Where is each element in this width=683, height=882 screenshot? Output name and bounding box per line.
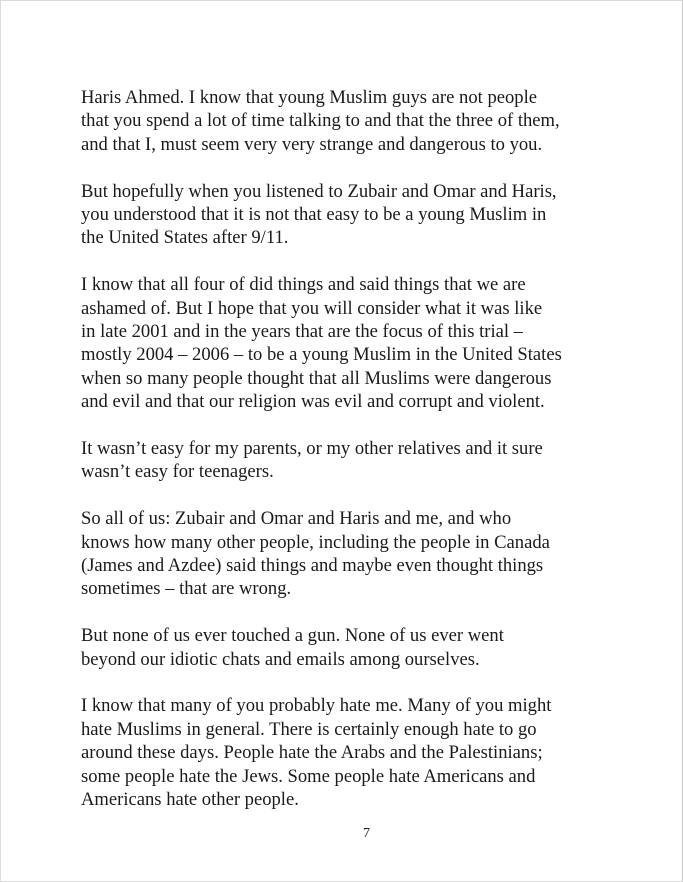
paragraph-7: [81, 694, 621, 811]
text-line: Haris Ahmed. I know that young Muslim guys are not people: [81, 87, 538, 108]
text-line: (James and Azdee) said things and maybe even thought things: [81, 555, 544, 577]
paragraph-1: [81, 86, 621, 156]
text-line: that you spend a lot of time talking to and that the three of them,: [81, 110, 560, 132]
text-line: I know that all four of did things and said things that we are: [81, 274, 526, 296]
text-line: Americans hate other people.: [81, 789, 299, 811]
text-line: wasn’t easy for teenagers.: [81, 461, 274, 483]
paragraph-3: [81, 273, 621, 413]
text-line: beyond our idiotic chats and emails among ourselves.: [81, 648, 480, 670]
text-line: knows how many other people, including the people in Canada: [81, 531, 550, 553]
text-line: when so many people thought that all Muslims were dangerous: [81, 367, 552, 389]
text-line: But none of us ever touched a gun. None of us ever went: [81, 625, 504, 647]
paragraph-2: [81, 180, 621, 250]
page-number: 7: [363, 826, 370, 841]
text-line: sometimes – that are wrong.: [81, 578, 292, 600]
text-line: and that I, must seem very very strange and dangerous to you.: [81, 133, 543, 155]
text-line: But hopefully when you listened to Zubair and Omar and Haris,: [81, 180, 557, 202]
text-line: ashamed of. But I hope that you will consider what it was like: [81, 297, 543, 319]
text-line: It wasn’t easy for my parents, or my other relatives and it sure: [81, 438, 543, 460]
text-line: So all of us: Zubair and Omar and Haris and me, and who: [81, 508, 512, 530]
paragraph-6: [81, 624, 621, 671]
text-line: the United States after 9/11.: [81, 227, 289, 249]
paragraph-4: [81, 437, 621, 484]
text-line: I know that many of you probably hate me. Many of you might: [81, 695, 552, 717]
text-line: mostly 2004 – 2006 – to be a young Muslim in the United States: [81, 344, 562, 366]
text-line: some people hate the Jews. Some people hate Americans and: [81, 765, 536, 787]
text-line: in late 2001 and in the years that are the focus of this trial –: [81, 321, 523, 343]
document-body: [81, 86, 621, 835]
text-line: hate Muslims in general. There is certainly enough hate to go: [81, 718, 537, 740]
text-line: you understood that it is not that easy to be a young Muslim in: [81, 204, 547, 226]
text-line: around these days. People hate the Arabs and the Palestinians;: [81, 742, 543, 764]
text-line: and evil and that our religion was evil and corrupt and violent.: [81, 391, 545, 413]
paragraph-5: [81, 507, 621, 601]
